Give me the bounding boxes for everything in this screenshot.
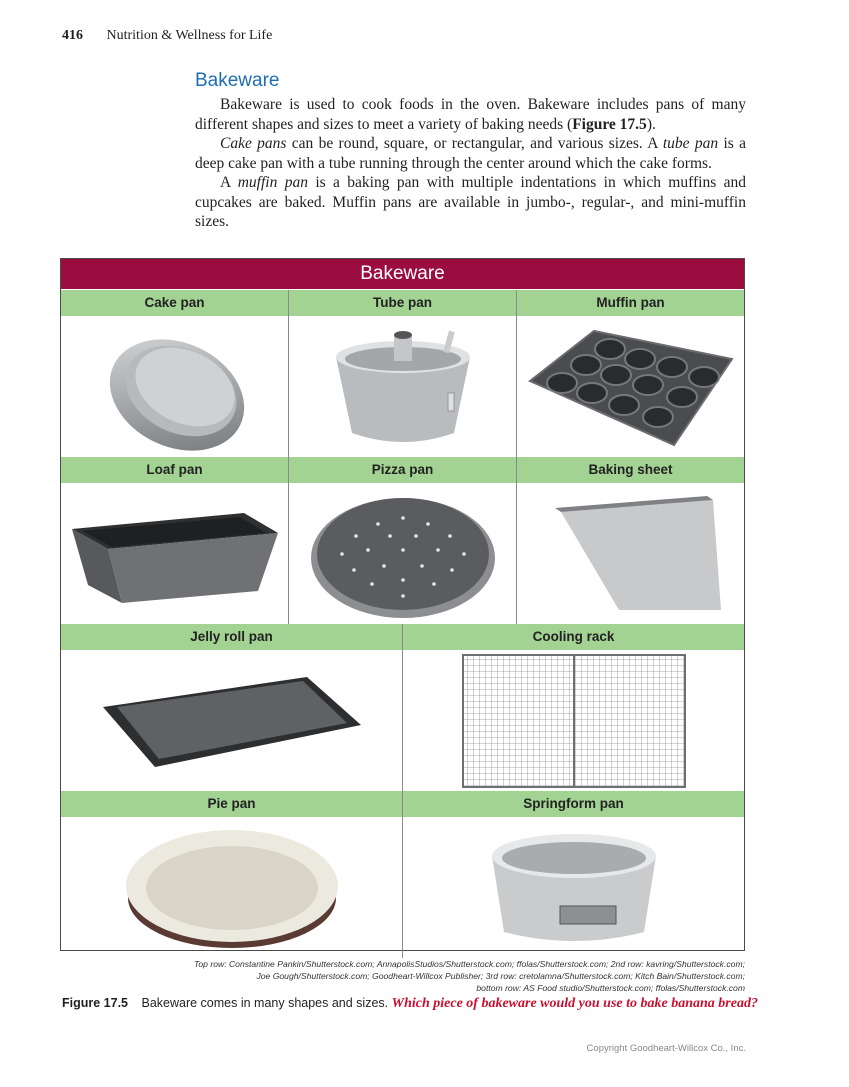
figure-reference[interactable]: Figure 17.5: [572, 115, 647, 133]
figure-row-1: [61, 290, 744, 457]
credits-line-1: Top row: Constantine Pankin/Shutterstock.com; AnnapolisStudios/Shutterstock.com; ffolas/Shutterstock.com; 2nd row: kavring/Shutterstock.com;: [193, 959, 745, 969]
figure-row-4: [61, 791, 744, 958]
paragraph-3: [195, 173, 746, 232]
photo-credits: [45, 958, 745, 994]
loaf-pan-image: [61, 483, 288, 624]
section-title: Bakeware: [195, 70, 280, 91]
caption-text: Bakeware comes in many shapes and sizes.: [141, 996, 389, 1010]
tube-pan-image: [289, 316, 516, 457]
caption-question: Which piece of bakeware would you use to bake banana bread?: [391, 996, 758, 1011]
paragraph-1: [195, 95, 746, 134]
book-title: Nutrition & Wellness for Life: [106, 28, 273, 43]
p2-text1: can be round, square, or rectangular, and various sizes. A: [286, 135, 663, 152]
copyright-notice: Copyright Goodheart-Willcox Co., Inc.: [586, 1043, 746, 1054]
cooling-rack-image: [403, 650, 744, 791]
p1-end: ).: [646, 115, 656, 133]
cell-jelly-roll-pan: [61, 624, 403, 791]
pie-pan-image: [61, 817, 402, 958]
cell-pie-pan: [61, 791, 403, 958]
term-cake-pans: Cake pans: [220, 135, 287, 152]
baking-sheet-image: [517, 483, 744, 624]
cell-springform-pan: [403, 791, 744, 958]
term-tube-pan: tube pan: [662, 135, 719, 152]
figure-number: Figure 17.5: [62, 996, 128, 1010]
label-baking-sheet: Baking sheet: [517, 457, 744, 483]
credits-line-3: bottom row: AS Food studio/Shutterstock.com; ffolas/Shutterstock.com: [476, 983, 745, 993]
running-header: [62, 28, 272, 44]
label-springform-pan: Springform pan: [403, 791, 744, 817]
p2-text2: is a deep cake pan with a tube running through the center around which the cake forms.: [195, 135, 747, 172]
label-muffin-pan: Muffin pan: [517, 290, 744, 316]
cell-cake-pan: [61, 290, 289, 457]
springform-pan-image: [403, 817, 744, 958]
paragraph-2: [195, 134, 746, 173]
bakeware-figure: [60, 258, 745, 951]
term-muffin-pan: muffin pan: [237, 174, 308, 191]
label-pie-pan: Pie pan: [61, 791, 402, 817]
cell-baking-sheet: [517, 457, 744, 624]
muffin-pan-image: [517, 316, 744, 457]
figure-row-2: [61, 457, 744, 624]
figure-row-3: [61, 624, 744, 791]
body-text: [195, 95, 746, 232]
cell-cooling-rack: [403, 624, 744, 791]
p3-pre: A: [220, 174, 238, 191]
cell-pizza-pan: [289, 457, 517, 624]
cake-pan-image: [61, 316, 288, 457]
cell-tube-pan: [289, 290, 517, 457]
page-number: 416: [62, 28, 83, 43]
figure-title: Bakeware: [61, 259, 744, 289]
label-cooling-rack: Cooling rack: [403, 624, 744, 650]
cell-loaf-pan: [61, 457, 289, 624]
label-loaf-pan: Loaf pan: [61, 457, 288, 483]
p1-text: Bakeware is used to cook foods in the oven. Bakeware includes pans of many different shapes and sizes to meet a variety of baking needs (: [195, 96, 746, 133]
label-jelly-roll-pan: Jelly roll pan: [61, 624, 402, 650]
figure-caption: [62, 996, 758, 1012]
cell-muffin-pan: [517, 290, 744, 457]
label-tube-pan: Tube pan: [289, 290, 516, 316]
label-cake-pan: Cake pan: [61, 290, 288, 316]
p3-text: is a baking pan with multiple indentations in which muffins and cupcakes are baked. Muffin pans are available in jumbo-, regular-, and mini-muffin sizes.: [195, 174, 746, 230]
credits-line-2: Joe Gough/Shutterstock.com; Goodheart-Willcox Publisher; 3rd row: cretolamna/Shutterstock.com; Kitch Bain/Shutterstock.com;: [256, 971, 745, 981]
jelly-roll-pan-image: [61, 650, 402, 791]
label-pizza-pan: Pizza pan: [289, 457, 516, 483]
pizza-pan-image: [289, 483, 516, 624]
